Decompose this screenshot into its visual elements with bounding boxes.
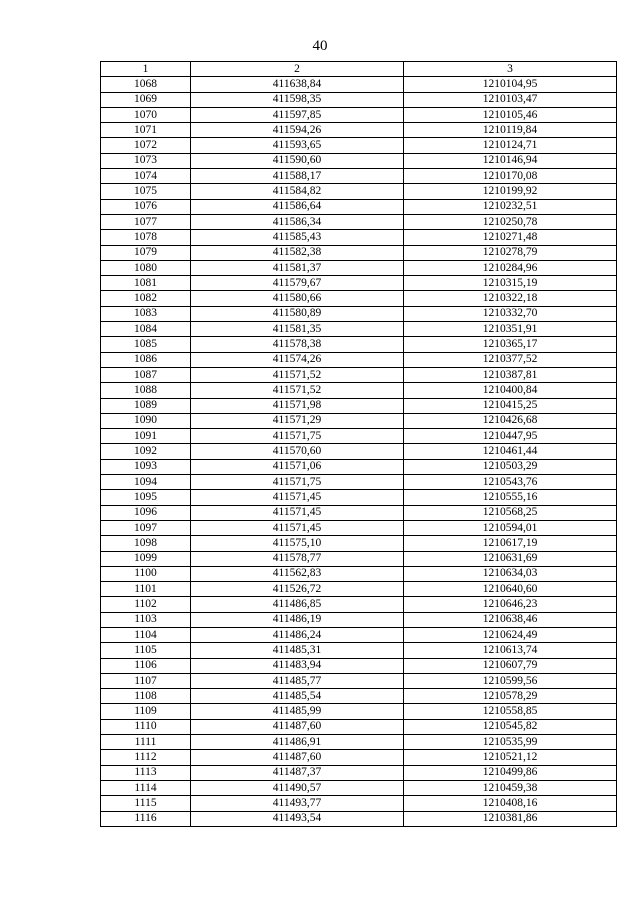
y-coordinate-cell: 1210624,49 xyxy=(404,627,617,642)
x-coordinate-cell: 411574,26 xyxy=(191,352,404,367)
point-number-cell: 1087 xyxy=(101,367,191,382)
table-row xyxy=(101,612,617,627)
x-coordinate-cell: 411593,65 xyxy=(191,138,404,153)
table-row xyxy=(101,780,617,795)
point-number-cell: 1089 xyxy=(101,398,191,413)
x-coordinate-cell: 411594,26 xyxy=(191,123,404,138)
table-row xyxy=(101,643,617,658)
y-coordinate-cell: 1210426,68 xyxy=(404,413,617,428)
point-number-cell: 1075 xyxy=(101,184,191,199)
point-number-cell: 1090 xyxy=(101,413,191,428)
point-number-cell: 1105 xyxy=(101,643,191,658)
table-row xyxy=(101,413,617,428)
y-coordinate-cell: 1210250,78 xyxy=(404,214,617,229)
x-coordinate-cell: 411486,24 xyxy=(191,627,404,642)
table-row xyxy=(101,214,617,229)
point-number-cell: 1071 xyxy=(101,123,191,138)
table-row xyxy=(101,673,617,688)
table-row xyxy=(101,689,617,704)
point-number-cell: 1082 xyxy=(101,291,191,306)
table-row xyxy=(101,429,617,444)
table-row xyxy=(101,291,617,306)
table-row xyxy=(101,337,617,352)
coordinates-table xyxy=(100,61,617,827)
y-coordinate-cell: 1210617,19 xyxy=(404,536,617,551)
table-row xyxy=(101,169,617,184)
point-number-cell: 1111 xyxy=(101,735,191,750)
table-row xyxy=(101,597,617,612)
point-number-cell: 1085 xyxy=(101,337,191,352)
y-coordinate-cell: 1210594,01 xyxy=(404,520,617,535)
point-number-cell: 1072 xyxy=(101,138,191,153)
table-row xyxy=(101,704,617,719)
table-row xyxy=(101,750,617,765)
y-coordinate-cell: 1210365,17 xyxy=(404,337,617,352)
y-coordinate-cell: 1210599,56 xyxy=(404,673,617,688)
y-coordinate-cell: 1210447,95 xyxy=(404,429,617,444)
point-number-cell: 1077 xyxy=(101,214,191,229)
y-coordinate-cell: 1210351,91 xyxy=(404,322,617,337)
x-coordinate-cell: 411493,54 xyxy=(191,811,404,826)
point-number-cell: 1073 xyxy=(101,153,191,168)
x-coordinate-cell: 411562,83 xyxy=(191,566,404,581)
table-row xyxy=(101,520,617,535)
y-coordinate-cell: 1210322,18 xyxy=(404,291,617,306)
table-row xyxy=(101,276,617,291)
page-number: 40 xyxy=(312,38,328,54)
x-coordinate-cell: 411579,67 xyxy=(191,276,404,291)
y-coordinate-cell: 1210521,12 xyxy=(404,750,617,765)
point-number-cell: 1112 xyxy=(101,750,191,765)
x-coordinate-cell: 411578,77 xyxy=(191,551,404,566)
point-number-cell: 1084 xyxy=(101,322,191,337)
x-coordinate-cell: 411571,98 xyxy=(191,398,404,413)
x-coordinate-cell: 411580,66 xyxy=(191,291,404,306)
y-coordinate-cell: 1210124,71 xyxy=(404,138,617,153)
y-coordinate-cell: 1210284,96 xyxy=(404,260,617,275)
x-coordinate-cell: 411485,54 xyxy=(191,689,404,704)
point-number-cell: 1108 xyxy=(101,689,191,704)
table-row xyxy=(101,551,617,566)
x-coordinate-cell: 411584,82 xyxy=(191,184,404,199)
point-number-cell: 1074 xyxy=(101,169,191,184)
point-number-cell: 1106 xyxy=(101,658,191,673)
point-number-cell: 1115 xyxy=(101,796,191,811)
y-coordinate-cell: 1210613,74 xyxy=(404,643,617,658)
column-header-3: 3 xyxy=(404,62,617,77)
point-number-cell: 1114 xyxy=(101,780,191,795)
point-number-cell: 1099 xyxy=(101,551,191,566)
y-coordinate-cell: 1210332,70 xyxy=(404,306,617,321)
point-number-cell: 1076 xyxy=(101,199,191,214)
x-coordinate-cell: 411578,38 xyxy=(191,337,404,352)
x-coordinate-cell: 411582,38 xyxy=(191,245,404,260)
table-row xyxy=(101,444,617,459)
x-coordinate-cell: 411581,35 xyxy=(191,322,404,337)
x-coordinate-cell: 411570,60 xyxy=(191,444,404,459)
y-coordinate-cell: 1210607,79 xyxy=(404,658,617,673)
x-coordinate-cell: 411580,89 xyxy=(191,306,404,321)
x-coordinate-cell: 411581,37 xyxy=(191,260,404,275)
x-coordinate-cell: 411483,94 xyxy=(191,658,404,673)
y-coordinate-cell: 1210558,85 xyxy=(404,704,617,719)
x-coordinate-cell: 411487,60 xyxy=(191,750,404,765)
y-coordinate-cell: 1210459,38 xyxy=(404,780,617,795)
point-number-cell: 1093 xyxy=(101,459,191,474)
x-coordinate-cell: 411571,52 xyxy=(191,367,404,382)
point-number-cell: 1080 xyxy=(101,260,191,275)
point-number-cell: 1110 xyxy=(101,719,191,734)
table-row xyxy=(101,490,617,505)
x-coordinate-cell: 411493,77 xyxy=(191,796,404,811)
y-coordinate-cell: 1210631,69 xyxy=(404,551,617,566)
x-coordinate-cell: 411586,64 xyxy=(191,199,404,214)
point-number-cell: 1092 xyxy=(101,444,191,459)
x-coordinate-cell: 411571,75 xyxy=(191,429,404,444)
x-coordinate-cell: 411597,85 xyxy=(191,107,404,122)
point-number-cell: 1094 xyxy=(101,475,191,490)
table-row xyxy=(101,735,617,750)
y-coordinate-cell: 1210555,16 xyxy=(404,490,617,505)
x-coordinate-cell: 411586,34 xyxy=(191,214,404,229)
table-row xyxy=(101,352,617,367)
table-row xyxy=(101,367,617,382)
y-coordinate-cell: 1210387,81 xyxy=(404,367,617,382)
point-number-cell: 1104 xyxy=(101,627,191,642)
y-coordinate-cell: 1210146,94 xyxy=(404,153,617,168)
point-number-cell: 1097 xyxy=(101,520,191,535)
point-number-cell: 1095 xyxy=(101,490,191,505)
y-coordinate-cell: 1210461,44 xyxy=(404,444,617,459)
x-coordinate-cell: 411487,60 xyxy=(191,719,404,734)
table-row xyxy=(101,627,617,642)
table-row xyxy=(101,505,617,520)
x-coordinate-cell: 411585,43 xyxy=(191,230,404,245)
table-row xyxy=(101,459,617,474)
y-coordinate-cell: 1210499,86 xyxy=(404,765,617,780)
point-number-cell: 1102 xyxy=(101,597,191,612)
x-coordinate-cell: 411526,72 xyxy=(191,582,404,597)
point-number-cell: 1083 xyxy=(101,306,191,321)
y-coordinate-cell: 1210638,46 xyxy=(404,612,617,627)
point-number-cell: 1081 xyxy=(101,276,191,291)
point-number-cell: 1113 xyxy=(101,765,191,780)
y-coordinate-cell: 1210271,48 xyxy=(404,230,617,245)
y-coordinate-cell: 1210545,82 xyxy=(404,719,617,734)
x-coordinate-cell: 411571,75 xyxy=(191,475,404,490)
point-number-cell: 1079 xyxy=(101,245,191,260)
x-coordinate-cell: 411571,06 xyxy=(191,459,404,474)
y-coordinate-cell: 1210105,46 xyxy=(404,107,617,122)
column-header-2: 2 xyxy=(191,62,404,77)
table-row xyxy=(101,765,617,780)
table-row xyxy=(101,153,617,168)
point-number-cell: 1088 xyxy=(101,383,191,398)
y-coordinate-cell: 1210199,92 xyxy=(404,184,617,199)
y-coordinate-cell: 1210381,86 xyxy=(404,811,617,826)
table-row xyxy=(101,536,617,551)
y-coordinate-cell: 1210232,51 xyxy=(404,199,617,214)
x-coordinate-cell: 411485,31 xyxy=(191,643,404,658)
point-number-cell: 1091 xyxy=(101,429,191,444)
table-row xyxy=(101,322,617,337)
y-coordinate-cell: 1210104,95 xyxy=(404,77,617,92)
y-coordinate-cell: 1210535,99 xyxy=(404,735,617,750)
table-row xyxy=(101,199,617,214)
x-coordinate-cell: 411571,45 xyxy=(191,505,404,520)
point-number-cell: 1116 xyxy=(101,811,191,826)
table-row xyxy=(101,107,617,122)
y-coordinate-cell: 1210646,23 xyxy=(404,597,617,612)
y-coordinate-cell: 1210400,84 xyxy=(404,383,617,398)
y-coordinate-cell: 1210119,84 xyxy=(404,123,617,138)
table-body xyxy=(101,77,617,827)
point-number-cell: 1086 xyxy=(101,352,191,367)
point-number-cell: 1103 xyxy=(101,612,191,627)
x-coordinate-cell: 411598,35 xyxy=(191,92,404,107)
point-number-cell: 1107 xyxy=(101,673,191,688)
table-row xyxy=(101,658,617,673)
x-coordinate-cell: 411588,17 xyxy=(191,169,404,184)
table-row xyxy=(101,306,617,321)
table-row xyxy=(101,582,617,597)
y-coordinate-cell: 1210578,29 xyxy=(404,689,617,704)
point-number-cell: 1069 xyxy=(101,92,191,107)
table-row xyxy=(101,566,617,581)
x-coordinate-cell: 411485,77 xyxy=(191,673,404,688)
y-coordinate-cell: 1210503,29 xyxy=(404,459,617,474)
y-coordinate-cell: 1210543,76 xyxy=(404,475,617,490)
x-coordinate-cell: 411575,10 xyxy=(191,536,404,551)
column-header-1: 1 xyxy=(101,62,191,77)
x-coordinate-cell: 411486,85 xyxy=(191,597,404,612)
x-coordinate-cell: 411486,19 xyxy=(191,612,404,627)
x-coordinate-cell: 411571,45 xyxy=(191,520,404,535)
x-coordinate-cell: 411487,37 xyxy=(191,765,404,780)
y-coordinate-cell: 1210640,60 xyxy=(404,582,617,597)
table-row xyxy=(101,796,617,811)
point-number-cell: 1078 xyxy=(101,230,191,245)
x-coordinate-cell: 411485,99 xyxy=(191,704,404,719)
table-row xyxy=(101,230,617,245)
point-number-cell: 1068 xyxy=(101,77,191,92)
y-coordinate-cell: 1210634,03 xyxy=(404,566,617,581)
y-coordinate-cell: 1210170,08 xyxy=(404,169,617,184)
x-coordinate-cell: 411638,84 xyxy=(191,77,404,92)
x-coordinate-cell: 411490,57 xyxy=(191,780,404,795)
y-coordinate-cell: 1210315,19 xyxy=(404,276,617,291)
y-coordinate-cell: 1210103,47 xyxy=(404,92,617,107)
point-number-cell: 1109 xyxy=(101,704,191,719)
y-coordinate-cell: 1210415,25 xyxy=(404,398,617,413)
x-coordinate-cell: 411571,52 xyxy=(191,383,404,398)
table-row xyxy=(101,719,617,734)
y-coordinate-cell: 1210408,16 xyxy=(404,796,617,811)
table-header-row xyxy=(101,62,617,77)
y-coordinate-cell: 1210278,79 xyxy=(404,245,617,260)
table-row xyxy=(101,138,617,153)
table-row xyxy=(101,92,617,107)
table-row xyxy=(101,398,617,413)
table-row xyxy=(101,260,617,275)
y-coordinate-cell: 1210377,52 xyxy=(404,352,617,367)
table-row xyxy=(101,383,617,398)
x-coordinate-cell: 411486,91 xyxy=(191,735,404,750)
table-row xyxy=(101,77,617,92)
point-number-cell: 1101 xyxy=(101,582,191,597)
x-coordinate-cell: 411571,45 xyxy=(191,490,404,505)
point-number-cell: 1096 xyxy=(101,505,191,520)
table-row xyxy=(101,184,617,199)
table-row xyxy=(101,475,617,490)
point-number-cell: 1098 xyxy=(101,536,191,551)
y-coordinate-cell: 1210568,25 xyxy=(404,505,617,520)
x-coordinate-cell: 411590,60 xyxy=(191,153,404,168)
table-row xyxy=(101,245,617,260)
point-number-cell: 1100 xyxy=(101,566,191,581)
x-coordinate-cell: 411571,29 xyxy=(191,413,404,428)
table-row xyxy=(101,811,617,826)
table-row xyxy=(101,123,617,138)
point-number-cell: 1070 xyxy=(101,107,191,122)
